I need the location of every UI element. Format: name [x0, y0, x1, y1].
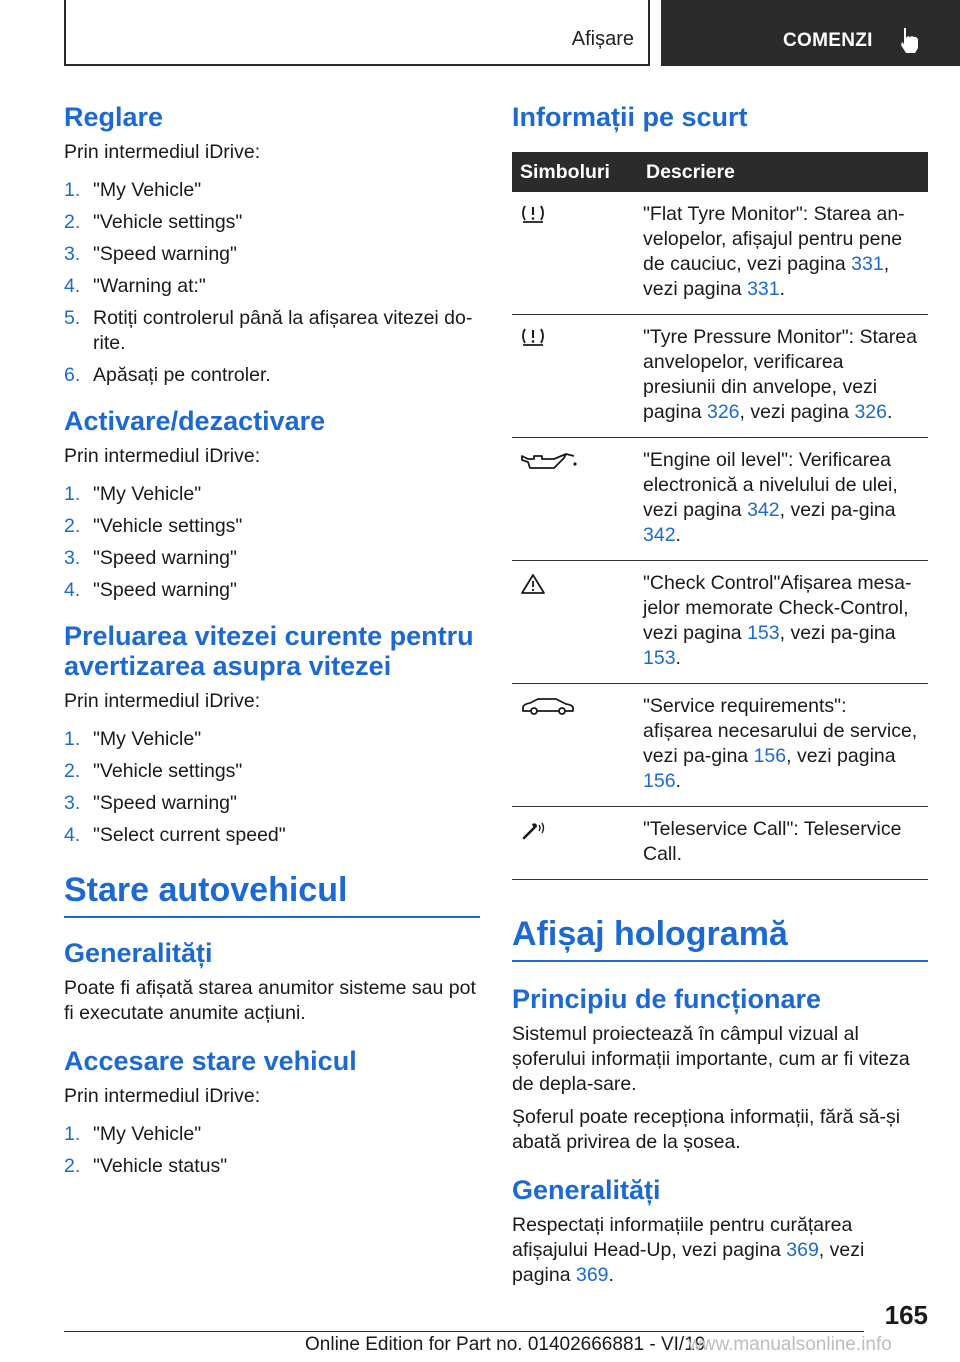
accesare-steps: [64, 1122, 480, 1179]
heading-reglare: Reglare: [64, 102, 164, 132]
car-service-icon: [520, 696, 576, 718]
page-link[interactable]: 326: [706, 401, 740, 423]
page-link[interactable]: 153: [747, 622, 780, 644]
accesare-intro: Prin intermediul iDrive:: [64, 1085, 261, 1107]
table-row: "Teleservice Call": Teleservice Call.: [512, 807, 928, 880]
list-item: 3. "Speed warning": [64, 547, 237, 569]
table-row: "Engine oil level": Verificarea electronică a nivelului de ulei, vezi pagina 342, vezi pa-gina 342.: [512, 438, 928, 561]
chapter-label: COMENZI: [783, 30, 873, 51]
page-number: 165: [884, 1300, 928, 1330]
table-row: "Service requirements": afișarea necesarului de service, vezi pa-gina 156, vezi pagina 156.: [512, 684, 928, 807]
heading-generalitati: Generalități: [512, 1175, 661, 1205]
heading-afisaj-holograma: Afișaj hologramă: [512, 914, 928, 962]
table-row: "Check Control"Afișarea mesa-jelor memorate Check-Control, vezi pagina 153, vezi pa-gina 153.: [512, 561, 928, 684]
tyre-warning-icon: [520, 204, 546, 224]
list-item: 3. "Speed warning": [64, 792, 237, 814]
list-item: 2. "Vehicle settings": [64, 211, 243, 233]
table-row: "Flat Tyre Monitor": Starea an-velopelor, afișajul pentru pene de cauciuc, vezi pagina 331, vezi pagina 331.: [512, 192, 928, 315]
reglare-steps: [64, 178, 480, 388]
tyre-warning-icon: [520, 327, 546, 347]
preluarea-intro: Prin intermediul iDrive:: [64, 690, 261, 712]
list-item: 4. "Warning at:": [64, 275, 206, 297]
page-link[interactable]: 342: [747, 499, 780, 521]
generalitati-text: Poate fi afișată starea anumitor sisteme sau pot fi executate anumite acțiuni.: [64, 977, 476, 1024]
principiu-p2: Șoferul poate recepționa informații, fără să-și abată privirea de la șosea.: [512, 1106, 901, 1153]
activare-intro: Prin intermediul iDrive:: [64, 445, 261, 467]
section-generalitati-left: [64, 938, 480, 1026]
heading-principiu: Principiu de funcționare: [512, 984, 822, 1014]
heading-generalitati: Generalități: [64, 938, 213, 968]
list-item: 1. "My Vehicle": [64, 1123, 202, 1145]
header-chapter-tab: [661, 0, 960, 66]
footer-watermark: www.manualsonline.info: [688, 1334, 892, 1355]
generalitati-text: Respectați informațiile pentru curățarea afișajului Head-Up, vezi pagina 369, vezi pagina 369.: [512, 1214, 865, 1286]
warning-triangle-icon: [520, 573, 546, 595]
hand-pointer-icon: [897, 26, 923, 54]
teleservice-wrench-icon: [520, 819, 550, 841]
section-label: Afișare: [571, 28, 634, 50]
list-item: 1. "My Vehicle": [64, 728, 202, 750]
page-link[interactable]: 156: [753, 745, 787, 767]
table-row: "Tyre Pressure Monitor": Starea anvelopelor, verificarea presiunii din anvelope, vezi pagina 326, vezi pagina 326.: [512, 315, 928, 438]
section-generalitati-right: [512, 1175, 928, 1288]
list-item: 2. "Vehicle status": [64, 1155, 228, 1177]
header-section-tab: [64, 0, 650, 66]
page-link[interactable]: 331: [851, 253, 884, 275]
list-item: 1. "My Vehicle": [64, 179, 202, 201]
page-link[interactable]: 156: [643, 770, 676, 792]
list-item: 4. "Speed warning": [64, 579, 237, 601]
list-item: 2. "Vehicle settings": [64, 515, 243, 537]
section-reglare: [64, 102, 480, 388]
reglare-intro: Prin intermediul iDrive:: [64, 141, 261, 163]
page-link[interactable]: 331: [747, 278, 780, 300]
footer-edition: Online Edition for Part no. 01402666881 - VI/19: [305, 1334, 706, 1355]
section-principiu: [512, 984, 928, 1155]
left-column: [64, 100, 480, 1186]
heading-preluarea: Preluarea vitezei curente pentru avertizarea asupra vitezei: [64, 621, 474, 681]
col-description-header: Descriere: [636, 152, 928, 192]
right-column: [512, 100, 928, 1288]
page-link[interactable]: 326: [854, 401, 887, 423]
oil-can-icon: [520, 450, 578, 472]
page-link[interactable]: 369: [575, 1264, 609, 1286]
heading-accesare: Accesare stare vehicul: [64, 1046, 357, 1076]
table-header-row: [512, 152, 928, 192]
footer-divider: [64, 1331, 864, 1332]
heading-informatii: Informații pe scurt: [512, 102, 748, 132]
list-item: 6. Apăsați pe controler.: [64, 364, 271, 386]
page-link[interactable]: 342: [643, 524, 676, 546]
principiu-p1: Sistemul proiectează în câmpul vizual al șoferului informații importante, cum ar fi viteza de depla-sare.: [512, 1023, 910, 1095]
list-item: 1. "My Vehicle": [64, 483, 202, 505]
page-link[interactable]: 369: [786, 1239, 819, 1261]
list-item: 5. Rotiți controlerul până la afișarea vitezei do-rite.: [64, 307, 473, 354]
list-item: 4. "Select current speed": [64, 824, 286, 846]
page-link[interactable]: 153: [643, 647, 676, 669]
symbols-table: [512, 152, 928, 880]
activare-steps: [64, 482, 480, 603]
heading-activare: Activare/dezactivare: [64, 406, 326, 436]
section-preluarea: [64, 621, 480, 848]
list-item: 3. "Speed warning": [64, 243, 237, 265]
section-activare: [64, 406, 480, 603]
heading-stare-autovehicul: Stare autovehicul: [64, 870, 480, 918]
section-accesare: [64, 1046, 480, 1179]
preluarea-steps: [64, 727, 480, 848]
col-symbols-header: Simboluri: [512, 152, 636, 192]
list-item: 2. "Vehicle settings": [64, 760, 243, 782]
